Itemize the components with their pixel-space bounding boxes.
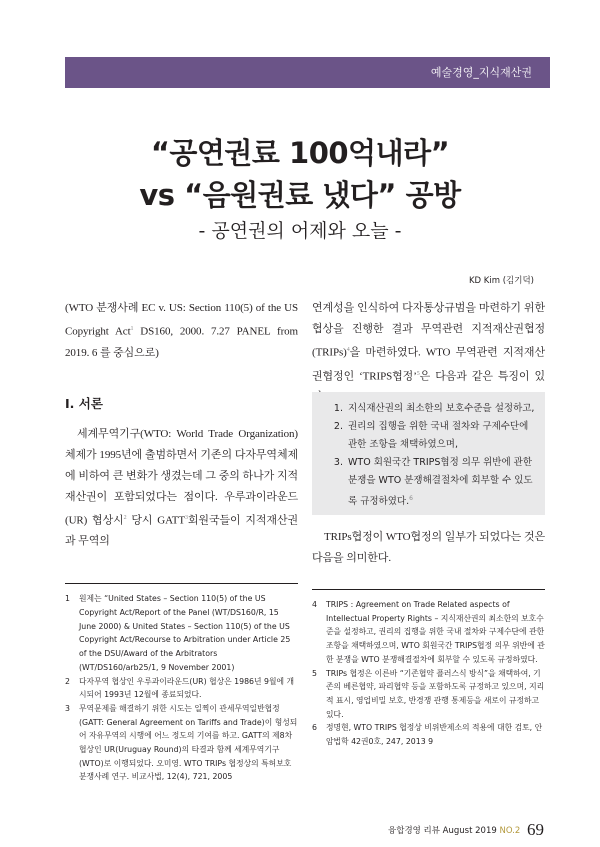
intro-text: (WTO 분쟁사례 EC v. US: Section 110(5) of the US Copyright Act: [65, 302, 298, 338]
features-box: [312, 392, 545, 515]
footnote-6: [312, 721, 545, 748]
article-subtitle: - 공연권의 어제와 오늘 -: [198, 220, 402, 242]
body-text-c: 회원국들이 지적재산권과 무역의: [65, 514, 299, 548]
footnote-5: [312, 667, 545, 722]
footnote-ref-2: 2: [123, 514, 127, 521]
footnote-3: [65, 702, 298, 784]
footnote-text: 다자무역 협상인 우루과이라운드(UR) 협상은 1986년 9월에 개시되어 1993년 12월에 종료되었다.: [79, 676, 295, 700]
section-heading-intro: I. 서론: [65, 395, 103, 411]
footnotes-right: [312, 598, 545, 749]
footnote-number: 4: [312, 600, 317, 609]
footnote-ref-4: 4: [346, 347, 350, 353]
footnote-number: 6: [312, 723, 317, 733]
article-title-line1: “공연권료 100억내라”: [150, 136, 450, 170]
body-text-c: 은 다음과 같은 특징이 있: [419, 370, 546, 383]
footnote-2: [65, 675, 298, 702]
body-text-a: 세계무역기구(WTO: World Trade Organization) 체제가 1995년에 출범하면서 기존의 다자무역체제에 비하여 큰 변화가 생겼는데 그 중의 하나가 지적재산권이 포함되었다는 점이다. 우루과이라운드(UR) 협상시: [65, 427, 298, 527]
footnote-text: 정명현, WTO TRIPS 협정상 비위반제소의 적용에 대한 검토, 안암법학 42권0호, 247, 2013 9: [326, 723, 543, 747]
author-byline: KD Kim (김기덕): [468, 276, 534, 286]
intro-text-end: DS160, 2000. 7.27 PANEL from 2019. 6 를 중심으로): [65, 325, 298, 359]
feature-item: 2. 권리의 집행을 위한 국내 절차와 구제수단에 관한 조항을 채택하였으며,: [346, 418, 537, 454]
body-text-b: 당시 GATT: [126, 514, 185, 527]
right-column-lower: [312, 527, 545, 749]
footnote-ref-6: 6: [409, 495, 413, 502]
footnote-ref-1: 1: [130, 326, 134, 332]
footnote-1: [65, 592, 298, 674]
features-list: [312, 392, 545, 511]
left-column: [65, 298, 298, 784]
footnote-number: 1: [65, 594, 70, 604]
article-title-line2: vs “음원권료 냈다” 공방: [139, 178, 461, 212]
footnote-text: TRIPs 협정은 이른바 “기존협약 플러스식 방식”을 채택하여, 기존의 베른협약, 파리협약 등을 포함하도록 규정하고 있으며, 지리적 표시, 영업비밀 보호, 반경쟁 관행 통제등을 새로이 규정하고 있다.: [326, 668, 545, 719]
magazine-name: 융합경영 리뷰 August 2019: [388, 826, 497, 836]
page-footer: [388, 820, 544, 840]
footnote-text: 무역문제를 해결하기 위한 시도는 일찍이 관세무역일반협정(GATT: General Agreement on Tariffs and Trade)이 형성되어 자유무역의 시행에 어느 정도의 기여를 하고. GATT의 제8차 협상인 UR(Uruguay Round)의 타결과 함께 세계무역기구(WTO)로 이행되었다. 오미영. WTO TRIPs 협정상의 특허보호 분쟁사례 연구. 비교사법, 12(4), 721, 2005: [79, 703, 298, 782]
intro-paragraph: [65, 298, 298, 364]
footnote-number: 5: [312, 668, 317, 678]
section-label: 예술경영_지식재산권: [430, 66, 532, 79]
page-number: 69: [527, 820, 544, 839]
feature-text: WTO 회원국간 TRIPS협정 의무 위반에 관한 분쟁을 WTO 분쟁해결절차에 회부할 수 있도록 규정하였다.: [348, 457, 533, 508]
footnote-ref-3: 3: [185, 514, 188, 521]
footnote-ref-5: 5: [416, 370, 420, 377]
footnote-text: 원제는 “United States – Section 110(5) of the US Copyright Act/Report of the Panel (WT/DS160/R, 15 June 2000) & United States – Section 110(5) of the US Copyright Act/Recourse to Arbitration under Article 25 of the DSU/Award of the Arbitrators (WT/DS160/arb25/1, 9 November 2001): [79, 594, 291, 672]
footnote-text: TRIPS : Agreement on Trade Related aspects of Intellectual Property Rights – 지식재산권의 최소한의 보호수준을 설정하고, 권리의 집행을 위한 국내 절차와 구제수단에 관한 조항을 채택하였으며, WTO 회원국간 TRIPS협정 의무 위반에 관한 분쟁을 WTO 분쟁해결절차에 회부할 수 있도록 규정하였다.: [326, 600, 545, 664]
body-paragraph-3: TRIPs협정이 WTO협정의 일부가 되었다는 것은 다음을 의미한다.: [312, 531, 545, 564]
footnotes-left: [65, 592, 298, 784]
body-text-a: 연계성을 인식하여 다자통상규범을 마련하기 위한 협상을 진행한 결과 무역관련 지적재산권협정(TRIPs): [312, 302, 545, 359]
footnote-4: [312, 598, 545, 667]
feature-item: 1. 지식재산권의 최소한의 보호수준을 설정하고,: [346, 400, 537, 418]
footnote-number: 3: [65, 703, 70, 713]
feature-item: [346, 454, 537, 511]
footnote-number: 2: [65, 676, 70, 686]
body-text-b: 을 마련하였다. WTO 무역관련 지적재산권협정인 ‘TRIPS협정’: [312, 346, 545, 383]
section-header-bar: [65, 57, 550, 88]
body-paragraph-1: [65, 424, 298, 553]
issue-number: NO.2: [499, 826, 521, 836]
